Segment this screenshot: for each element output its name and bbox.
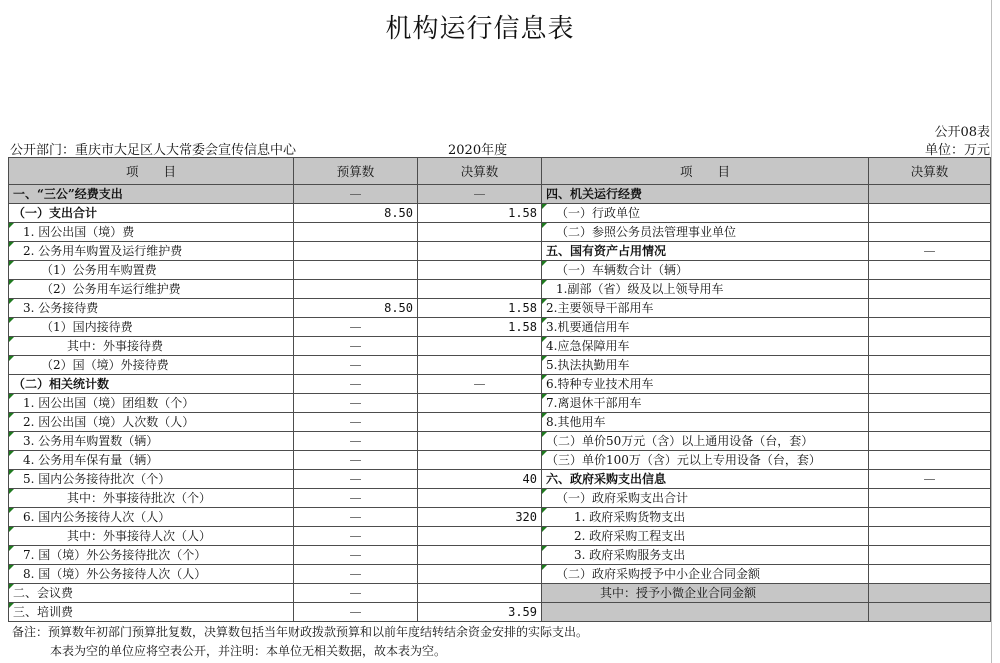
- table-row: [9, 603, 991, 622]
- budget-value: —: [294, 508, 418, 527]
- budget-value: [294, 280, 418, 299]
- table-row: [9, 261, 991, 280]
- table-row: [9, 204, 991, 223]
- right-final-value: [869, 489, 991, 508]
- table-row: [9, 451, 991, 470]
- budget-value: —: [294, 432, 418, 451]
- right-final-value: [869, 337, 991, 356]
- right-item-label: [542, 603, 869, 622]
- final-value: [418, 242, 542, 261]
- left-item-label: 其中：外事接待费: [9, 337, 294, 356]
- right-item-label: （二）政府采购授予中小企业合同金额: [542, 565, 869, 584]
- right-item-label: （一）行政单位: [542, 204, 869, 223]
- final-value: [418, 280, 542, 299]
- left-item-label: （一）支出合计: [9, 204, 294, 223]
- right-final-value: [869, 280, 991, 299]
- left-item-label: 2. 公务用车购置及运行维护费: [9, 242, 294, 261]
- table-row: [9, 375, 991, 394]
- right-item-label: 四、机关运行经费: [542, 185, 869, 204]
- table-row: [9, 489, 991, 508]
- final-value: [418, 356, 542, 375]
- final-value: —: [418, 185, 542, 204]
- left-item-label: （1）公务用车购置费: [9, 261, 294, 280]
- unit-label: 单位：万元: [924, 143, 990, 158]
- final-value: [418, 337, 542, 356]
- right-final-value: [869, 603, 991, 622]
- final-value: [418, 527, 542, 546]
- final-value: [418, 432, 542, 451]
- table-row: [9, 584, 991, 603]
- budget-value: —: [294, 603, 418, 622]
- left-item-label: 二、会议费: [9, 584, 294, 603]
- left-item-label: 1. 因公出国（境）费: [9, 223, 294, 242]
- table-row: [9, 318, 991, 337]
- right-item-label: （二）参照公务员法管理事业单位: [542, 223, 869, 242]
- left-item-label: 1. 因公出国（境）团组数（个）: [9, 394, 294, 413]
- budget-value: 8.50: [294, 299, 418, 318]
- right-final-value: [869, 356, 991, 375]
- right-item-label: 1.副部（省）级及以上领导用车: [542, 280, 869, 299]
- right-final-value: —: [869, 242, 991, 261]
- left-item-label: （1）国内接待费: [9, 318, 294, 337]
- header-item-right: 项 目: [542, 158, 869, 185]
- table-row: [9, 223, 991, 242]
- right-final-value: [869, 527, 991, 546]
- final-value: 40: [418, 470, 542, 489]
- final-value: [418, 489, 542, 508]
- budget-value: —: [294, 489, 418, 508]
- footnote-remark: 备注：预算数年初部门预算批复数，决算数包括当年财政拨款预算和以前年度结转结余资金安排的实际支出。: [12, 625, 589, 639]
- final-value: [418, 584, 542, 603]
- right-item-label: 5.执法执勤用车: [542, 356, 869, 375]
- right-final-value: [869, 432, 991, 451]
- right-final-value: —: [869, 470, 991, 489]
- header-final: 决算数: [418, 158, 542, 185]
- table-row: [9, 242, 991, 261]
- budget-value: [294, 242, 418, 261]
- budget-value: [294, 261, 418, 280]
- right-item-label: 其中：授予小微企业合同金额: [542, 584, 869, 603]
- right-final-value: [869, 318, 991, 337]
- right-item-label: 2.主要领导干部用车: [542, 299, 869, 318]
- final-value: 320: [418, 508, 542, 527]
- right-final-value: [869, 204, 991, 223]
- table-row: [9, 337, 991, 356]
- footnote-empty-table: 本表为空的单位应将空表公开，并注明：本单位无相关数据，故本表为空。: [50, 644, 447, 658]
- table-row: [9, 470, 991, 489]
- right-final-value: [869, 565, 991, 584]
- page-right-border: [991, 0, 992, 663]
- right-item-label: 3. 政府采购服务支出: [542, 546, 869, 565]
- right-item-label: 3.机要通信用车: [542, 318, 869, 337]
- table-row: [9, 185, 991, 204]
- budget-value: —: [294, 356, 418, 375]
- final-value: 3.59: [418, 603, 542, 622]
- right-item-label: 6.特种专业技术用车: [542, 375, 869, 394]
- budget-value: —: [294, 527, 418, 546]
- header-final-right: 决算数: [869, 158, 991, 185]
- final-value: [418, 223, 542, 242]
- budget-value: —: [294, 451, 418, 470]
- budget-value: —: [294, 394, 418, 413]
- left-item-label: 5. 国内公务接待批次（个）: [9, 470, 294, 489]
- final-value: [418, 261, 542, 280]
- table-row: [9, 546, 991, 565]
- budget-value: [294, 223, 418, 242]
- fiscal-year: 2020年度: [448, 143, 508, 158]
- table-row: [9, 413, 991, 432]
- budget-value: —: [294, 584, 418, 603]
- table-row: [9, 432, 991, 451]
- left-item-label: （二）相关统计数: [9, 375, 294, 394]
- final-value: [418, 413, 542, 432]
- right-item-label: （一）政府采购支出合计: [542, 489, 869, 508]
- final-value: 1.58: [418, 204, 542, 223]
- right-final-value: [869, 185, 991, 204]
- header-budget: 预算数: [294, 158, 418, 185]
- right-final-value: [869, 394, 991, 413]
- right-item-label: 1. 政府采购货物支出: [542, 508, 869, 527]
- table-row: [9, 508, 991, 527]
- right-item-label: 4.应急保障用车: [542, 337, 869, 356]
- left-item-label: 3. 公务用车购置数（辆）: [9, 432, 294, 451]
- left-item-label: （2）公务用车运行维护费: [9, 280, 294, 299]
- left-item-label: 2. 因公出国（境）人次数（人）: [9, 413, 294, 432]
- left-item-label: 其中：外事接待批次（个）: [9, 489, 294, 508]
- right-final-value: [869, 299, 991, 318]
- right-final-value: [869, 413, 991, 432]
- department-label: 公开部门：重庆市大足区人大常委会宣传信息中心: [10, 143, 297, 158]
- budget-value: —: [294, 185, 418, 204]
- final-value: —: [418, 375, 542, 394]
- left-item-label: 其中：外事接待人次（人）: [9, 527, 294, 546]
- left-item-label: 7. 国（境）外公务接待批次（个）: [9, 546, 294, 565]
- budget-value: —: [294, 413, 418, 432]
- right-final-value: [869, 451, 991, 470]
- final-value: [418, 546, 542, 565]
- right-item-label: 六、政府采购支出信息: [542, 470, 869, 489]
- left-item-label: 三、培训费: [9, 603, 294, 622]
- right-item-label: 7.离退休干部用车: [542, 394, 869, 413]
- left-item-label: 一、“三公”经费支出: [9, 185, 294, 204]
- right-final-value: [869, 584, 991, 603]
- right-item-label: （一）车辆数合计（辆）: [542, 261, 869, 280]
- table-row: [9, 565, 991, 584]
- right-item-label: 2. 政府采购工程支出: [542, 527, 869, 546]
- final-value: [418, 451, 542, 470]
- budget-value: —: [294, 565, 418, 584]
- header-item: 项 目: [9, 158, 294, 185]
- left-item-label: 4. 公务用车保有量（辆）: [9, 451, 294, 470]
- right-final-value: [869, 261, 991, 280]
- budget-value: —: [294, 375, 418, 394]
- budget-value: —: [294, 337, 418, 356]
- left-item-label: （2）国（境）外接待费: [9, 356, 294, 375]
- right-final-value: [869, 223, 991, 242]
- right-item-label: 8.其他用车: [542, 413, 869, 432]
- left-item-label: 6. 国内公务接待人次（人）: [9, 508, 294, 527]
- budget-value: —: [294, 318, 418, 337]
- final-value: [418, 565, 542, 584]
- right-item-label: （二）单价50万元（含）以上通用设备（台，套）: [542, 432, 869, 451]
- right-final-value: [869, 546, 991, 565]
- table-row: [9, 356, 991, 375]
- final-value: [418, 394, 542, 413]
- left-item-label: 3. 公务接待费: [9, 299, 294, 318]
- table-header-row: [9, 158, 991, 185]
- table-row: [9, 527, 991, 546]
- table-row: [9, 280, 991, 299]
- right-final-value: [869, 508, 991, 527]
- budget-value: —: [294, 470, 418, 489]
- final-value: 1.58: [418, 299, 542, 318]
- final-value: 1.58: [418, 318, 542, 337]
- table-row: [9, 394, 991, 413]
- operations-info-table: [8, 157, 991, 622]
- left-item-label: 8. 国（境）外公务接待人次（人）: [9, 565, 294, 584]
- right-item-label: 五、国有资产占用情况: [542, 242, 869, 261]
- page-title: 机构运行信息表: [385, 14, 575, 44]
- right-item-label: （三）单价100万（含）元以上专用设备（台，套）: [542, 451, 869, 470]
- budget-value: —: [294, 546, 418, 565]
- budget-value: 8.50: [294, 204, 418, 223]
- table-row: [9, 299, 991, 318]
- form-number: 公开08表: [934, 125, 990, 140]
- right-final-value: [869, 375, 991, 394]
